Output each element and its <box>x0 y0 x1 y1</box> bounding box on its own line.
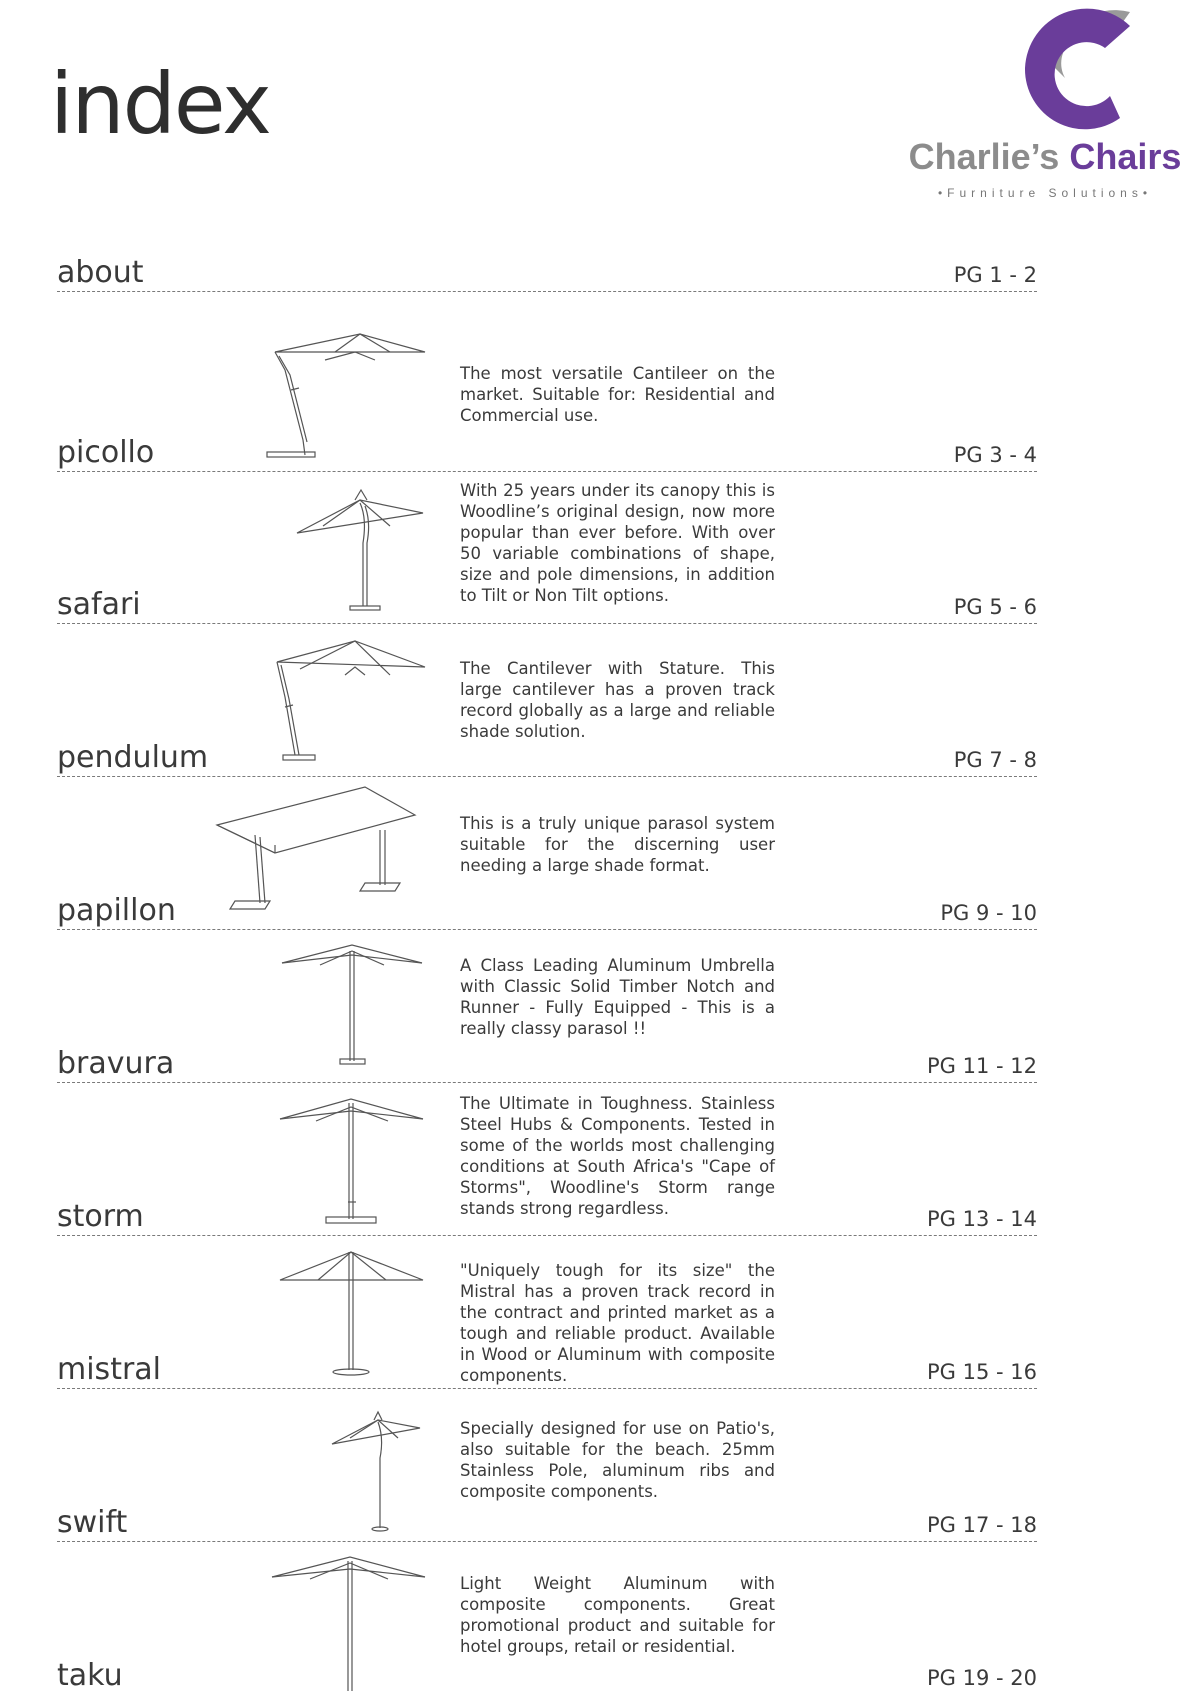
pendulum-description: The Cantilever with Stature. This large cantilever has a proven track record globally as a large and reliable shade solution. <box>460 659 775 741</box>
storm-description: The Ultimate in Toughness. Stainless Steel Hubs & Components. Tested in some of the worlds most challenging conditions at South Africa's "Cape of Storms", Woodline's Storm range stands strong regardless. <box>460 1094 775 1218</box>
bravura-description: A Class Leading Aluminum Umbrella with Classic Solid Timber Notch and Runner - Fully Equipped - This is a really classy parasol !! <box>460 956 775 1038</box>
page-range: PG 17 - 18 <box>927 1513 1037 1537</box>
index-row-swift[interactable] <box>57 1490 1037 1542</box>
section-name: storm <box>57 1199 144 1234</box>
section-name: bravura <box>57 1046 175 1081</box>
dotted-divider <box>57 1541 1037 1542</box>
index-row-pendulum[interactable] <box>57 725 1037 777</box>
index-row-about[interactable] <box>57 240 1037 292</box>
dotted-divider <box>57 776 1037 777</box>
page-range: PG 13 - 14 <box>927 1207 1037 1231</box>
page-range: PG 7 - 8 <box>953 748 1037 772</box>
index-row-bravura[interactable] <box>57 1031 1037 1083</box>
index-row-taku[interactable] <box>57 1643 1037 1695</box>
index-row-picollo[interactable] <box>57 420 1037 472</box>
safari-description: With 25 years under its canopy this is Woodline’s original design, now more popular than ever before. With over 50 variable combinations of shape, size and pole dimensions, in addition to Tilt or Non Tilt options. <box>460 481 775 605</box>
page-range: PG 9 - 10 <box>940 901 1037 925</box>
page-range: PG 5 - 6 <box>953 595 1037 619</box>
section-name: pendulum <box>57 740 209 775</box>
dotted-divider <box>57 1388 1037 1389</box>
brand-logo <box>905 8 1185 198</box>
dotted-divider <box>57 471 1037 472</box>
section-name: about <box>57 255 144 290</box>
mistral-description: "Uniquely tough for its size" the Mistral has a proven track record in the contract and printed market as a tough and reliable product. Available in Wood or Aluminum with composite components. <box>460 1261 775 1385</box>
section-name: swift <box>57 1505 128 1540</box>
brand-tagline: •Furniture Solutions• <box>937 186 1153 200</box>
section-name: mistral <box>57 1352 162 1387</box>
papillon-description: This is a truly unique parasol system suitable for the discerning user needing a large shade format. <box>460 814 775 875</box>
page-range: PG 15 - 16 <box>927 1360 1037 1384</box>
section-name: picollo <box>57 435 155 470</box>
index-row-papillon[interactable] <box>57 878 1037 930</box>
picollo-description: The most versatile Cantileer on the market. Suitable for: Residential and Commercial use. <box>460 364 775 425</box>
dotted-divider <box>57 1082 1037 1083</box>
page-range: PG 1 - 2 <box>953 263 1037 287</box>
logo-mark-icon <box>905 8 1185 138</box>
page-range: PG 19 - 20 <box>927 1666 1037 1690</box>
brand-wordmark: Charlie’s Chairs <box>908 136 1182 177</box>
dotted-divider <box>57 623 1037 624</box>
page-range: PG 3 - 4 <box>953 443 1037 467</box>
section-name: papillon <box>57 893 176 928</box>
dotted-divider <box>57 1235 1037 1236</box>
dotted-divider <box>57 291 1037 292</box>
page-range: PG 11 - 12 <box>927 1054 1037 1078</box>
taku-description: Light Weight Aluminum with composite components. Great promotional product and suitable for hotel groups, retail or residential. <box>460 1574 775 1656</box>
dotted-divider <box>57 929 1037 930</box>
index-row-safari[interactable] <box>57 572 1037 624</box>
index-row-storm[interactable] <box>57 1184 1037 1236</box>
swift-description: Specially designed for use on Patio's, also suitable for the beach. 25mm Stainless Pole, aluminum ribs and composite components. <box>460 1419 775 1501</box>
index-row-mistral[interactable] <box>57 1337 1037 1389</box>
section-name: taku <box>57 1658 123 1693</box>
page-title: index <box>50 55 270 153</box>
section-name: safari <box>57 587 141 622</box>
